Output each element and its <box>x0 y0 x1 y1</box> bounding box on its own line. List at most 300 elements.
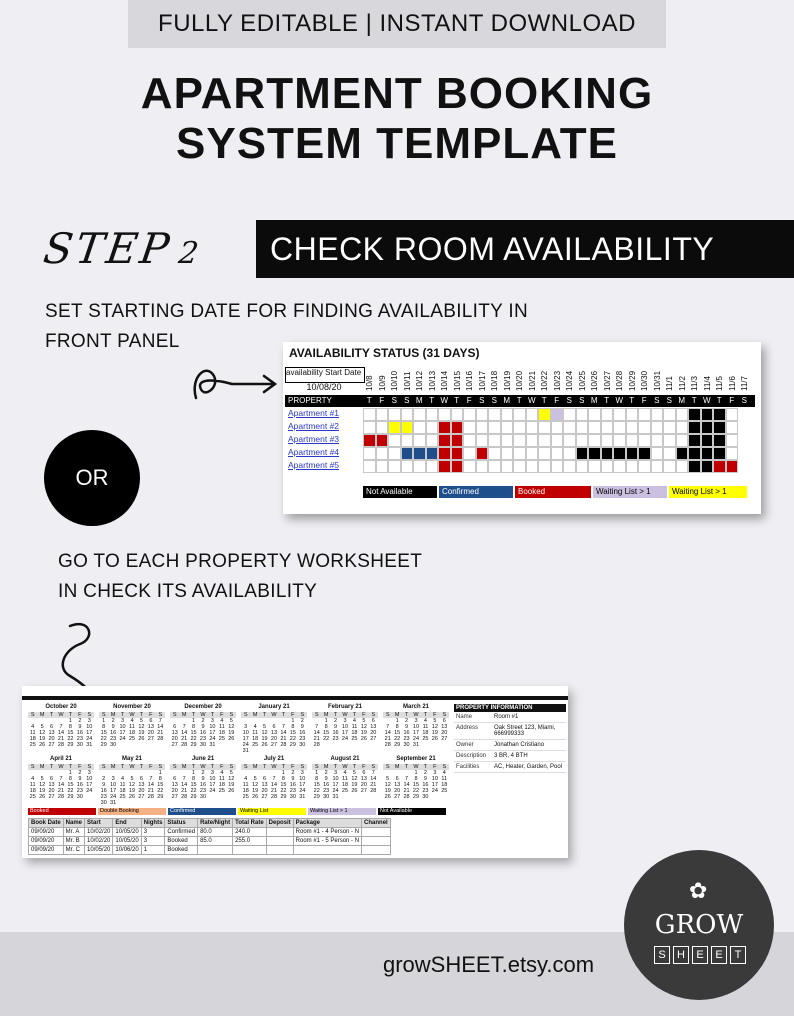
calendar-day: 9 <box>300 724 304 730</box>
calendar-day: 29 <box>67 794 74 800</box>
calendar-day: 9 <box>334 724 338 730</box>
property-info-header: PROPERTY INFORMATION <box>454 704 566 712</box>
day-letter: M <box>590 396 598 405</box>
sheet-legend-item: Waiting List > 1 <box>308 808 376 815</box>
calendar-day: 14 <box>57 782 65 788</box>
calendar-day: 18 <box>218 730 225 736</box>
calendar-day: 27 <box>48 742 55 748</box>
calendar-day: 29 <box>289 742 296 748</box>
weekday-header: M <box>250 764 259 770</box>
status-cell <box>388 408 401 421</box>
calendar-day: 3 <box>300 770 304 776</box>
date-header-cell <box>601 365 614 395</box>
calendar-day: 1 <box>395 718 399 724</box>
calendar-day: 21 <box>181 736 188 742</box>
month-name: December 20 <box>184 704 222 710</box>
status-cell <box>451 421 464 434</box>
status-cell <box>451 460 464 473</box>
table-cell <box>266 837 293 846</box>
calendar-day: 28 <box>270 794 278 800</box>
date-header-cell <box>563 365 576 395</box>
calendar-day: 12 <box>431 724 438 730</box>
calendar-day: 15 <box>412 782 420 788</box>
calendar-day: 13 <box>370 724 377 730</box>
date-header-text: 11/1 <box>665 376 674 391</box>
calendar-day: 28 <box>403 794 410 800</box>
month-calendar <box>170 704 236 752</box>
status-cell <box>463 447 476 460</box>
table-cell: 09/09/20 <box>29 846 64 855</box>
calendar-day: 29 <box>280 794 287 800</box>
calendar-day: 14 <box>403 782 410 788</box>
status-cell <box>413 447 426 460</box>
calendar-day: 20 <box>394 788 401 794</box>
month-grid <box>241 712 307 754</box>
calendar-day: 17 <box>341 730 349 736</box>
calendar-day: 12 <box>39 782 46 788</box>
calendar-day: 28 <box>57 742 65 748</box>
weekday-header: F <box>75 764 84 770</box>
property-info-row <box>454 740 566 751</box>
start-date-input[interactable]: 10/08/20 <box>306 382 342 392</box>
calendar-day: 12 <box>228 776 235 782</box>
status-cell <box>413 434 426 447</box>
calendar-day: 20 <box>370 730 377 736</box>
calendar-day: 14 <box>181 730 188 736</box>
day-letter: S <box>479 396 485 405</box>
month-calendar <box>383 704 449 752</box>
status-cell <box>701 408 714 421</box>
calendar-day: 30 <box>323 794 330 800</box>
status-cell <box>513 447 526 460</box>
table-header-cell: Nights <box>141 819 165 828</box>
calendar-day: 19 <box>228 730 235 736</box>
calendar-day: 22 <box>313 788 320 794</box>
day-letter: T <box>516 396 522 405</box>
status-cell <box>476 434 489 447</box>
weekday-header: T <box>279 712 288 718</box>
calendar-day: 4 <box>244 776 248 782</box>
day-letter: S <box>579 396 585 405</box>
weekday-header: M <box>179 712 188 718</box>
calendar-day: 24 <box>299 788 306 794</box>
calendar-day: 20 <box>48 736 55 742</box>
status-cell <box>463 408 476 421</box>
weekday-header: F <box>359 764 368 770</box>
legend-item: Confirmed <box>439 486 513 498</box>
date-header-cell <box>688 365 701 395</box>
day-letter: F <box>729 396 735 405</box>
weekday-header: T <box>331 712 340 718</box>
weekday-header: S <box>28 712 37 718</box>
weekday-header: T <box>331 764 340 770</box>
calendar-day: 26 <box>128 794 136 800</box>
calendar-day: 27 <box>360 788 367 794</box>
status-cell <box>501 460 514 473</box>
calendar-day: 16 <box>323 782 330 788</box>
status-cell <box>476 408 489 421</box>
weekday-header: F <box>430 764 439 770</box>
date-header-cell <box>376 365 389 395</box>
calendar-day: 22 <box>190 736 197 742</box>
table-cell <box>266 828 293 837</box>
calendar-day: 25 <box>128 736 136 742</box>
calendar-day: 27 <box>138 794 145 800</box>
property-link[interactable]: Apartment #3 <box>288 434 340 444</box>
table-cell: Mr. C <box>63 846 84 855</box>
calendar-day: 20 <box>261 788 268 794</box>
calendar-day: 8 <box>68 776 72 782</box>
day-letter: T <box>541 396 547 405</box>
calendar-day: 3 <box>111 776 115 782</box>
availability-panel <box>283 342 761 514</box>
date-header-cell <box>576 365 589 395</box>
status-cell <box>388 434 401 447</box>
calendar-day: 16 <box>289 782 296 788</box>
calendar-day: 20 <box>171 736 178 742</box>
property-link[interactable]: Apartment #5 <box>288 460 340 470</box>
calendar-day: 13 <box>171 730 178 736</box>
month-name: November 20 <box>113 704 151 710</box>
weekday-header: S <box>99 712 108 718</box>
calendar-day: 19 <box>261 736 268 742</box>
status-cell <box>438 447 451 460</box>
booking-table-header <box>29 819 391 828</box>
status-cell <box>701 460 714 473</box>
property-info-value: 3 BR, 4 BTH <box>494 753 528 759</box>
status-cell <box>713 421 726 434</box>
calendar-day: 25 <box>351 736 358 742</box>
status-cell <box>726 434 739 447</box>
status-cell <box>713 434 726 447</box>
calendar-day: 5 <box>386 776 390 782</box>
date-header-cell <box>476 365 489 395</box>
month-calendar <box>99 756 165 804</box>
calendar-day: 21 <box>157 730 164 736</box>
calendar-day: 25 <box>441 788 448 794</box>
date-header-text: 10/15 <box>452 370 462 391</box>
property-link[interactable]: Apartment #4 <box>288 447 340 457</box>
status-cell <box>726 408 739 421</box>
date-header-text: 10/12 <box>415 370 424 391</box>
status-cell <box>588 434 601 447</box>
status-cell <box>676 408 689 421</box>
calendar-day: 17 <box>209 730 216 736</box>
date-header-cell <box>701 365 714 395</box>
calendar-day: 25 <box>252 742 259 748</box>
calendar-day: 6 <box>362 770 366 776</box>
status-cell <box>451 434 464 447</box>
calendar-day: 15 <box>323 730 330 736</box>
calendar-day: 31 <box>299 794 306 800</box>
status-cell <box>388 460 401 473</box>
logo-sheet-letters <box>654 946 746 964</box>
status-cell <box>701 421 714 434</box>
calendar-day: 6 <box>263 776 267 782</box>
calendar-day: 3 <box>87 718 91 724</box>
calendar-day: 2 <box>102 776 106 782</box>
calendar-day: 25 <box>29 742 36 748</box>
weekday-header: S <box>440 712 449 718</box>
calendar-day: 5 <box>263 724 267 730</box>
calendar-day: 27 <box>441 736 448 742</box>
weekday-header: M <box>321 764 330 770</box>
weekday-header: T <box>47 764 56 770</box>
date-header-cell <box>626 365 639 395</box>
month-name: January 21 <box>258 704 290 710</box>
property-info-key: Facilities <box>456 764 480 770</box>
calendar-day: 1 <box>291 718 295 724</box>
status-cell <box>676 421 689 434</box>
calendar-day: 12 <box>128 782 136 788</box>
or-badge: OR <box>44 430 140 526</box>
calendar-day: 25 <box>119 794 126 800</box>
weekday-header: M <box>392 712 401 718</box>
calendar-day: 19 <box>39 736 46 742</box>
calendar-day: 19 <box>138 730 145 736</box>
status-cell <box>651 408 664 421</box>
property-info-value: AC, Heater, Garden, Pool <box>494 764 563 770</box>
calendar-day: 9 <box>291 776 295 782</box>
date-header-text: 10/22 <box>540 370 549 391</box>
date-header-cell <box>663 365 676 395</box>
table-header-cell: Package <box>293 819 361 828</box>
date-header-cell <box>413 365 426 395</box>
date-header-text: 10/30 <box>640 370 649 391</box>
calendar-day: 23 <box>332 736 339 742</box>
table-cell: Mr. B <box>63 837 84 846</box>
calendar-day: 13 <box>48 782 55 788</box>
month-name: May 21 <box>121 756 142 762</box>
calendar-day: 26 <box>39 794 46 800</box>
calendar-day: 3 <box>210 718 214 724</box>
status-cell <box>376 421 389 434</box>
table-header-cell: Start <box>85 819 113 828</box>
month-calendar <box>99 704 165 752</box>
calendar-day: 15 <box>394 730 401 736</box>
calendar-day: 23 <box>76 788 83 794</box>
calendar-day: 30 <box>110 742 117 748</box>
calendar-day: 21 <box>280 736 287 742</box>
calendar-day: 9 <box>201 724 205 730</box>
calendar-day: 7 <box>405 776 409 782</box>
date-header-cell <box>713 365 726 395</box>
calendar-day: 17 <box>431 782 438 788</box>
calendar-day: 4 <box>343 770 347 776</box>
calendar-day: 9 <box>102 782 106 788</box>
weekday-header: T <box>66 764 75 770</box>
shop-url[interactable]: growSHEET.etsy.com <box>383 952 595 977</box>
calendar-day: 14 <box>280 730 287 736</box>
table-header-cell: Status <box>165 819 198 828</box>
status-cell <box>588 408 601 421</box>
step-label <box>41 224 206 273</box>
table-cell <box>266 846 293 855</box>
calendar-day: 4 <box>220 770 224 776</box>
calendar-day: 31 <box>242 748 249 754</box>
status-cell <box>363 460 376 473</box>
calendar-day: 24 <box>119 736 126 742</box>
calendar-day: 8 <box>324 724 328 730</box>
calendar-day: 18 <box>128 730 136 736</box>
calendar-day: 9 <box>423 776 427 782</box>
property-info-key: Address <box>456 725 479 731</box>
weekday-header: S <box>227 712 236 718</box>
status-cell <box>526 460 539 473</box>
calendar-day: 14 <box>384 730 391 736</box>
table-row <box>29 846 391 855</box>
table-cell: 85.0 <box>198 837 233 846</box>
calendar-day: 7 <box>59 724 63 730</box>
status-cell <box>413 408 426 421</box>
calendar-day: 9 <box>324 776 328 782</box>
calendar-day: 6 <box>173 776 177 782</box>
calendar-day: 21 <box>270 788 278 794</box>
calendar-day: 1 <box>192 718 196 724</box>
status-cell <box>601 421 614 434</box>
weekday-header: F <box>288 764 297 770</box>
status-cell <box>588 447 601 460</box>
calendar-day: 21 <box>181 788 188 794</box>
property-info-row <box>454 712 566 723</box>
month-name: April 21 <box>49 756 72 762</box>
calendar-day: 25 <box>218 788 225 794</box>
property-info-key: Name <box>456 714 473 720</box>
status-cell <box>726 460 739 473</box>
status-cell <box>613 460 626 473</box>
calendar-day: 28 <box>181 742 188 748</box>
month-grid <box>170 764 236 800</box>
day-letter: W <box>440 396 449 405</box>
status-cell <box>563 421 576 434</box>
calendar-day: 29 <box>100 742 107 748</box>
calendar-day: 2 <box>423 770 427 776</box>
status-cell <box>726 421 739 434</box>
property-info-value: Jonathan Cristiano <box>494 742 545 748</box>
calendar-day: 14 <box>370 776 377 782</box>
step-number: 2 <box>176 236 204 271</box>
table-cell: Mr. A <box>63 828 84 837</box>
property-info-row <box>454 723 566 740</box>
status-cell <box>638 408 651 421</box>
calendar-day: 22 <box>190 788 197 794</box>
status-cell <box>488 460 501 473</box>
date-header-text: 10/27 <box>602 370 612 391</box>
calendar-day: 22 <box>323 736 330 742</box>
property-link[interactable]: Apartment #2 <box>288 421 340 431</box>
weekday-header: T <box>208 764 217 770</box>
day-letter: S <box>741 396 747 405</box>
month-grid <box>28 712 94 748</box>
calendar-day: 23 <box>100 794 107 800</box>
status-cell <box>513 460 526 473</box>
calendar-day: 23 <box>299 736 306 742</box>
calendar-day: 23 <box>199 736 207 742</box>
status-cell <box>501 408 514 421</box>
status-cell <box>476 447 489 460</box>
status-cell <box>701 434 714 447</box>
calendar-day: 13 <box>441 724 448 730</box>
legend-item: Not Available <box>363 486 437 498</box>
month-calendar <box>28 704 94 752</box>
month-name: February 21 <box>327 704 363 710</box>
property-link[interactable]: Apartment #1 <box>288 408 340 418</box>
calendar-day: 17 <box>209 782 216 788</box>
calendar-day: 20 <box>270 736 278 742</box>
instruction1-line1: SET STARTING DATE FOR FINDING AVAILABILITY IN <box>45 301 528 322</box>
calendar-day: 28 <box>280 742 287 748</box>
calendar-day: 12 <box>228 724 235 730</box>
calendar-day: 30 <box>76 794 83 800</box>
calendar-day: 15 <box>67 782 74 788</box>
calendar-day: 28 <box>181 794 188 800</box>
calendar-day: 10 <box>332 776 339 782</box>
calendar-day: 26 <box>138 736 145 742</box>
calendar-day: 16 <box>332 730 339 736</box>
status-cell <box>551 447 564 460</box>
day-letter: F <box>379 396 385 405</box>
sheet-legend-item: Booked <box>28 808 96 815</box>
table-cell <box>362 846 391 855</box>
weekday-header: S <box>383 764 392 770</box>
month-calendar <box>241 756 307 804</box>
calendar-day: 11 <box>218 724 225 730</box>
calendar-day: 17 <box>242 736 249 742</box>
weekday-header: W <box>411 764 420 770</box>
instruction2-line1: GO TO EACH PROPERTY WORKSHEET <box>58 551 423 572</box>
status-cell <box>576 408 589 421</box>
calendar-day: 21 <box>147 788 154 794</box>
sheet-legend-item: Waiting List <box>238 808 306 815</box>
status-cell <box>376 447 389 460</box>
calendar-day: 19 <box>228 782 235 788</box>
day-letter: T <box>366 396 372 405</box>
calendar-day: 4 <box>130 718 134 724</box>
date-header-text: 10/17 <box>477 370 487 391</box>
calendar-day: 15 <box>289 730 296 736</box>
weekday-header: M <box>108 764 117 770</box>
calendar-day: 12 <box>351 776 358 782</box>
status-cell <box>538 434 551 447</box>
status-cell <box>663 408 676 421</box>
month-calendar <box>312 704 378 752</box>
logo-letter: E <box>692 946 708 964</box>
status-cell <box>588 460 601 473</box>
status-cell <box>388 447 401 460</box>
date-header-cell <box>538 365 551 395</box>
date-header-text: 10/24 <box>565 370 574 391</box>
status-cell <box>676 434 689 447</box>
status-cell <box>501 421 514 434</box>
table-cell: 240.0 <box>233 828 267 837</box>
weekday-header: S <box>312 712 321 718</box>
status-cell <box>601 408 614 421</box>
status-cell <box>363 434 376 447</box>
weekday-header: S <box>383 712 392 718</box>
table-cell: 10/05/20 <box>113 828 141 837</box>
calendar-day: 4 <box>423 718 427 724</box>
date-header-cell <box>651 365 664 395</box>
calendar-day: 2 <box>78 770 82 776</box>
date-header-text: 10/21 <box>527 370 537 391</box>
date-header-text: 10/18 <box>490 370 499 391</box>
calendar-day: 26 <box>228 736 235 742</box>
calendar-day: 29 <box>412 794 420 800</box>
growsheet-logo <box>624 850 774 1000</box>
property-info-key: Description <box>456 753 487 759</box>
table-header-cell: Rate/Night <box>198 819 233 828</box>
status-cell <box>463 434 476 447</box>
